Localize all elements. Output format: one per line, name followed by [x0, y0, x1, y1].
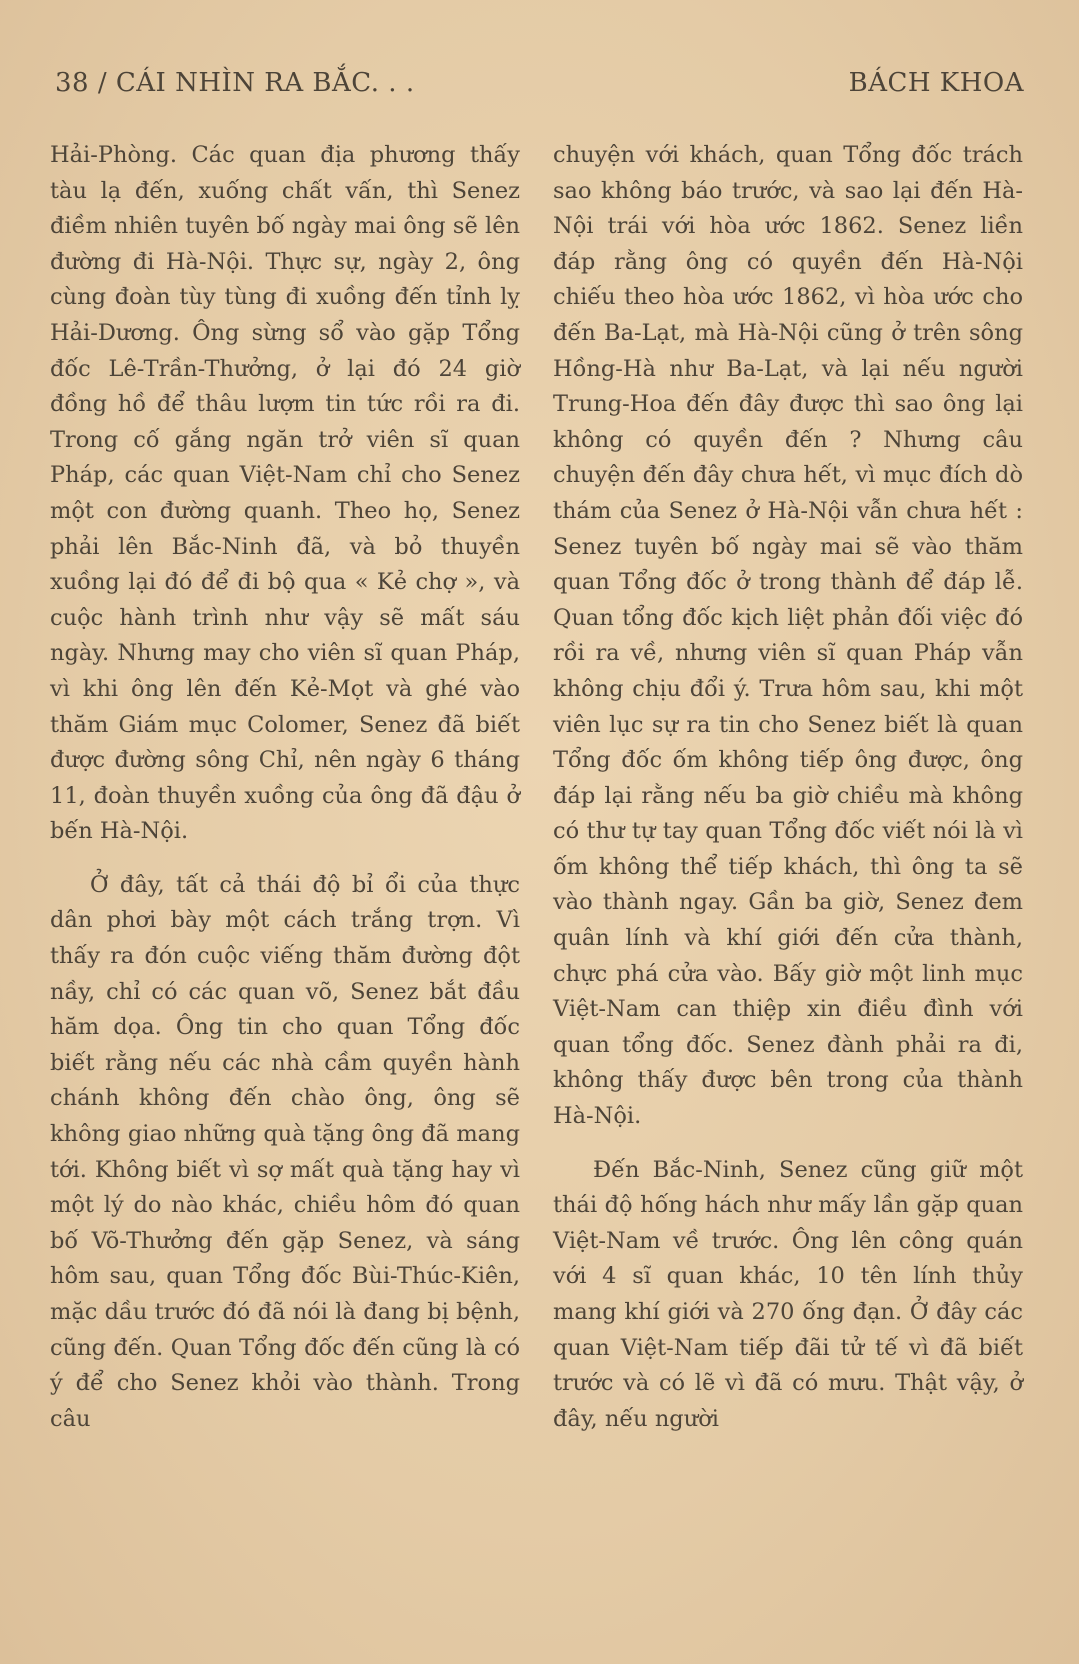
paragraph: Đến Bắc-Ninh, Senez cũng giữ một thái độ hống hách như mấy lần gặp quan Việt-Nam về trước. Ông lên công quán với 4 sĩ quan khác, 10 tên lính thủy mang khí giới và 270 ống đạn. Ở đây các quan Việt-Nam tiếp đãi tử tế vì đã biết trước và có lẽ vì đã có mưu. Thật vậy, ở đây, nếu người — [553, 1156, 1023, 1432]
paragraph: Ở đây, tất cả thái độ bỉ ổi của thực dân phơi bày một cách trắng trợn. Vì thấy ra đón cuộc viếng thăm đường đột nầy, chỉ có các quan võ, Senez bắt đầu hăm dọa. Ông tin cho quan Tổng đốc biết rằng nếu các nhà cầm quyền hành chánh không đến chào ông, ông sẽ không giao những quà tặng ông đã mang tới. Không biết vì sợ mất quà tặng hay vì một lý do nào khác, chiều hôm đó quan bố Võ-Thưởng đến gặp Senez, và sáng hôm sau, quan Tổng đốc Bùi-Thúc-Kiên, mặc dầu trước đó đã nói là đang bị bệnh, cũng đến. Quan Tổng đốc đến cũng là có ý để cho Senez khỏi vào thành. Trong câu — [50, 871, 520, 1432]
page-header — [55, 68, 1024, 108]
right-column — [553, 138, 1023, 1437]
paragraph: chuyện với khách, quan Tổng đốc trách sao không báo trước, và sao lại đến Hà-Nội trái với hòa ước 1862. Senez liền đáp rằng ông có quyền đến Hà-Nội chiếu theo hòa ước 1862, vì hòa ước cho đến Ba-Lạt, mà Hà-Nội cũng ở trên sông Hồng-Hà như Ba-Lạt, và lại nếu người Trung-Hoa đến đây được thì sao ông lại không có quyền đến ? Nhưng câu chuyện đến đây chưa hết, vì mục đích dò thám của Senez ở Hà-Nội vẫn chưa hết : Senez tuyên bố ngày mai sẽ vào thăm quan Tổng đốc ở trong thành để đáp lễ. Quan tổng đốc kịch liệt phản đối việc đó rồi ra về, nhưng viên sĩ quan Pháp vẫn không chịu đổi ý. Trưa hôm sau, khi một viên lục sự ra tin cho Senez biết là quan Tổng đốc ốm không tiếp ông được, ông đáp lại rằng nếu ba giờ chiều mà không có thư tự tay quan Tổng đốc viết nói là vì ốm không thể tiếp khách, thì ông ta sẽ vào thành ngay. Gần ba giờ, Senez đem quân lính và khí giới đến cửa thành, chực phá cửa vào. Bấy giờ một linh mục Việt-Nam can thiệp xin điều đình với quan tổng đốc. Senez đành phải ra đi, không thấy được bên trong của thành Hà-Nội. — [553, 142, 1023, 1130]
left-column — [50, 138, 520, 1437]
journal-name: BÁCH KHOA — [848, 68, 1024, 98]
paragraph: Hải-Phòng. Các quan địa phương thấy tàu lạ đến, xuống chất vấn, thì Senez điềm nhiên tuyên bố ngày mai ông sẽ lên đường đi Hà-Nội. Thực sự, ngày 2, ông cùng đoàn tùy tùng đi xuồng đến tỉnh lỵ Hải-Dương. Ông sừng sổ vào gặp Tổng đốc Lê-Trần-Thưởng, ở lại đó 24 giờ đồng hồ để thâu lượm tin tức rồi ra đi. Trong cố gắng ngăn trở viên sĩ quan Pháp, các quan Việt-Nam chỉ cho Senez một con đường quanh. Theo họ, Senez phải lên Bắc-Ninh đã, và bỏ thuyền xuồng lại đó để đi bộ qua « Kẻ chợ », và cuộc hành trình như vậy sẽ mất sáu ngày. Nhưng may cho viên sĩ quan Pháp, vì khi ông lên đến Kẻ-Mọt và ghé vào thăm Giám mục Colomer, Senez đã biết được đường sông Chỉ, nên ngày 6 tháng 11, đoàn thuyền xuồng của ông đã đậu ở bến Hà-Nội. — [50, 142, 520, 845]
running-title: 38 / CÁI NHÌN RA BẮC. . . — [55, 68, 415, 98]
